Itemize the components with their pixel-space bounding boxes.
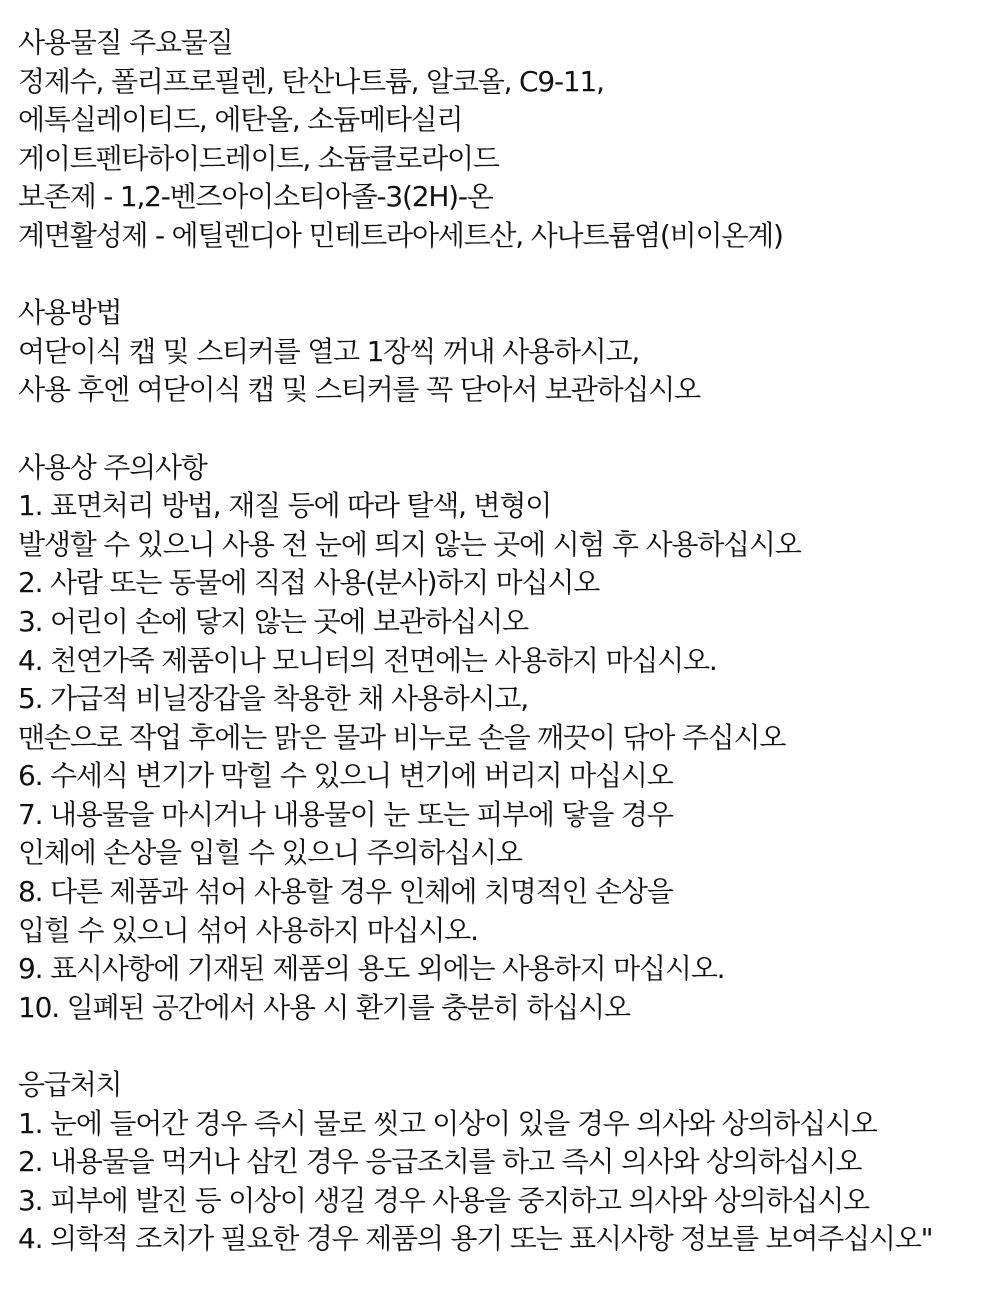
- ingredients-section: [18, 24, 988, 256]
- text-line: 에톡실레이티드, 에탄올, 소듐메타실리: [18, 103, 463, 137]
- section-heading: 응급처치: [18, 1068, 122, 1102]
- text-line: 1. 표면처리 방법, 재질 등에 따라 탈색, 변형이: [18, 489, 552, 523]
- text-line: 계면활성제 - 에틸렌디아 민테트라아세트산, 사나트륨염(비이온계): [18, 218, 783, 252]
- text-line: 4. 천연가죽 제품이나 모니터의 전면에는 사용하지 마십시오.: [18, 643, 717, 677]
- text-line: 사용 후엔 여닫이식 캡 및 스티커를 꼭 닫아서 보관하십시오: [18, 373, 700, 407]
- text-line: 9. 표시사항에 기재된 제품의 용도 외에는 사용하지 마십시오.: [18, 952, 725, 986]
- text-line: 2. 사람 또는 동물에 직접 사용(분사)하지 마십시오: [18, 566, 600, 600]
- product-info-document: [18, 24, 988, 1259]
- text-line: 8. 다른 제품과 섞어 사용할 경우 인체에 치명적인 손상을: [18, 875, 673, 909]
- usage-section: [18, 294, 988, 410]
- precautions-section: [18, 449, 988, 1028]
- text-line: 6. 수세식 변기가 막힐 수 있으니 변기에 버리지 마십시오: [18, 759, 673, 793]
- text-line: 2. 내용물을 먹거나 삼킨 경우 응급조치를 하고 즉시 의사와 상의하십시오: [18, 1145, 862, 1179]
- text-line: 맨손으로 작업 후에는 맑은 물과 비누로 손을 깨끗이 닦아 주십시오: [18, 720, 786, 754]
- text-line: 5. 가급적 비닐장갑을 착용한 채 사용하시고,: [18, 682, 528, 716]
- text-line: 여닫이식 캡 및 스티커를 열고 1장씩 꺼내 사용하시고,: [18, 334, 640, 368]
- first-aid-section: [18, 1066, 988, 1259]
- text-line: 3. 피부에 발진 등 이상이 생길 경우 사용을 중지하고 의사와 상의하십시오: [18, 1183, 869, 1217]
- text-line: 인체에 손상을 입힐 수 있으니 주의하십시오: [18, 836, 522, 870]
- text-line: 정제수, 폴리프로필렌, 탄산나트륨, 알코올, C9-11,: [18, 64, 604, 98]
- section-heading: 사용물질 주요물질: [18, 26, 233, 59]
- text-line: 입힐 수 있으니 섞어 사용하지 마십시오.: [18, 913, 478, 947]
- text-line: 3. 어린이 손에 닿지 않는 곳에 보관하십시오: [18, 604, 528, 638]
- text-line: 4. 의학적 조치가 필요한 경우 제품의 용기 또는 표시사항 정보를 보여주십시오": [18, 1222, 933, 1256]
- section-heading: 사용방법: [18, 296, 122, 330]
- section-heading: 사용상 주의사항: [18, 450, 207, 484]
- text-line: 1. 눈에 들어간 경우 즉시 물로 씻고 이상이 있을 경우 의사와 상의하십시오: [18, 1106, 877, 1140]
- text-line: 발생할 수 있으니 사용 전 눈에 띄지 않는 곳에 시험 후 사용하십시오: [18, 527, 801, 561]
- text-line: 게이트펜타하이드레이트, 소듐클로라이드: [18, 141, 499, 175]
- text-line: 10. 일폐된 공간에서 사용 시 환기를 충분히 하십시오: [18, 990, 630, 1024]
- text-line: 보존제 - 1,2-벤즈아이소티아졸-3(2H)-온: [18, 180, 493, 214]
- text-line: 7. 내용물을 마시거나 내용물이 눈 또는 피부에 닿을 경우: [18, 797, 673, 831]
